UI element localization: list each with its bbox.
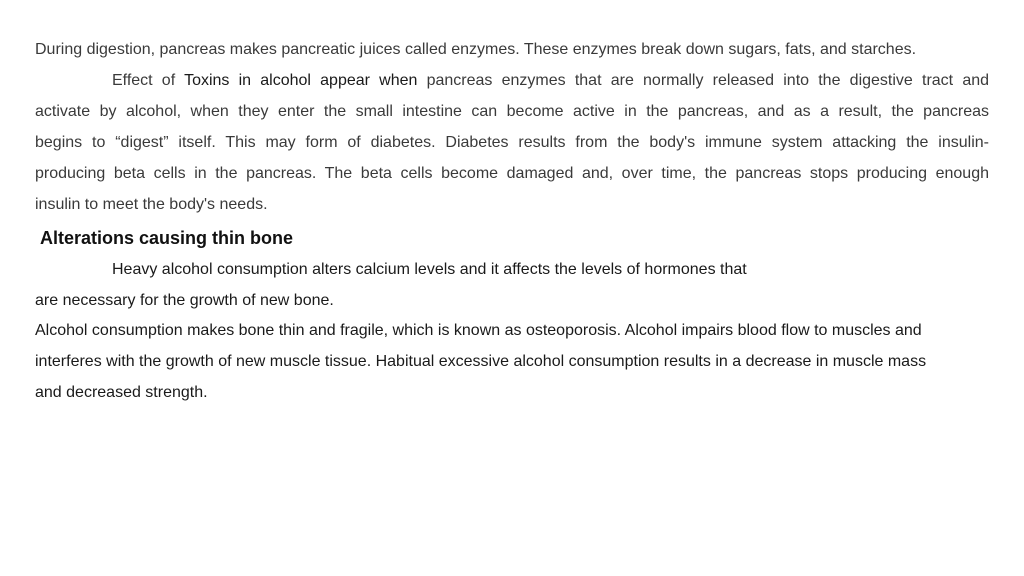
paragraph-line: Heavy alcohol consumption alters calcium levels and it affects the levels of hormones that	[112, 261, 747, 278]
line-rest-text: pancreas enzymes that are normally released into the digestive tract and	[426, 72, 990, 89]
paragraph-line: Alcohol consumption makes bone thin and fragile, which is known as osteoporosis. Alcohol impairs blood flow to muscles and	[35, 322, 922, 339]
paragraph-line: begins to “digest” itself. This may form of diabetes. Diabetes results from the body's immune system attacking the insulin-	[35, 134, 989, 151]
lead-text: Effect of	[112, 72, 176, 89]
paragraph-line: producing beta cells in the pancreas. The beta cells become damaged and, over time, the pancreas stops producing enough	[35, 165, 989, 182]
paragraph-line	[112, 71, 989, 91]
paragraph-line: are necessary for the growth of new bone.	[35, 292, 334, 309]
paragraph-line: During digestion, pancreas makes pancreatic juices called enzymes. These enzymes break down sugars, fats, and starches.	[35, 41, 917, 58]
emphasis-text: Toxins in alcohol appear when	[184, 72, 418, 89]
paragraph-line: insulin to meet the body's needs.	[35, 196, 268, 213]
paragraph-line: interferes with the growth of new muscle tissue. Habitual excessive alcohol consumption results in a decrease in muscle mass	[35, 353, 927, 370]
paragraph-line: and decreased strength.	[35, 384, 208, 401]
section-heading: Alterations causing thin bone	[40, 228, 294, 248]
paragraph-line: activate by alcohol, when they enter the small intestine can become active in the pancreas, and as a result, the pancreas	[35, 103, 989, 120]
